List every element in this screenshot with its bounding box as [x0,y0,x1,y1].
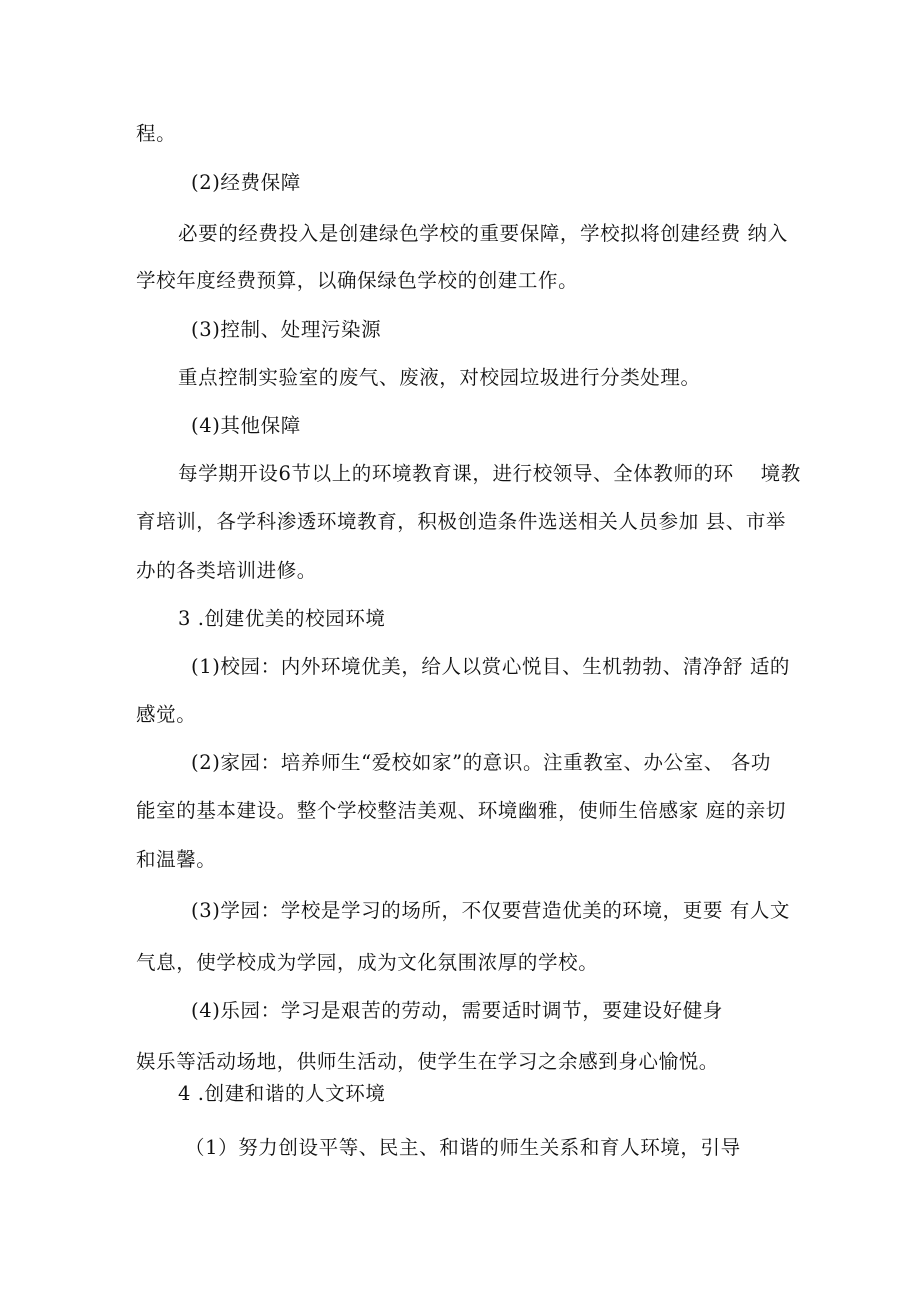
section-heading: 4 .创建和谐的人文环境 [178,1082,386,1105]
text-line: 气息，使学校成为学园，成为文化氛围浓厚的学校。 [136,951,599,974]
text-line: 每学期开设6节以上的环境教育课，进行校领导、全体教师的环 境教 [178,462,801,485]
section-heading: 3 .创建优美的校园环境 [178,607,386,630]
text-line: (2)家园：培养师生“爱校如家”的意识。注重教室、办公室、 各功 [191,751,771,774]
section-heading: (2)经费保障 [191,171,301,194]
text-line: 育培训，各学科渗透环境教育，积极创造条件选送相关人员参加 县、市举 [136,510,786,533]
text-line: 感觉。 [136,703,197,726]
text-line: (1)校园：内外环境优美，给人以赏心悦目、生机勃勃、清净舒 适的 [191,655,791,678]
text-line: 能室的基本建设。整个学校整洁美观、环境幽雅，使师生倍感家 庭的亲切 [136,799,786,822]
text-line: (3)学园：学校是学习的场所，不仅要营造优美的环境，更要 有人文 [191,899,791,922]
text-line: 学校年度经费预算，以确保绿色学校的创建工作。 [136,269,579,292]
text-line: 娱乐等活动场地，供师生活动，使学生在学习之余感到身心愉悦。 [136,1050,719,1073]
text-line: 程。 [136,122,177,145]
text-line: 必要的经费投入是创建绿色学校的重要保障，学校拟将创建经费 纳入 [178,222,788,245]
text-line: (4)乐园：学习是艰苦的劳动，需要适时调节，要建设好健身 [191,999,723,1022]
section-heading: (4)其他保障 [191,414,301,437]
text-line: （1）努力创设平等、民主、和谐的师生关系和育人环境，引导 [185,1136,741,1159]
text-line: 办的各类培训进修。 [136,559,317,582]
section-heading: (3)控制、处理污染源 [191,318,382,341]
text-line: 重点控制实验室的废气、废液，对校园垃圾进行分类处理。 [178,366,701,389]
text-line: 和温馨。 [136,848,217,871]
